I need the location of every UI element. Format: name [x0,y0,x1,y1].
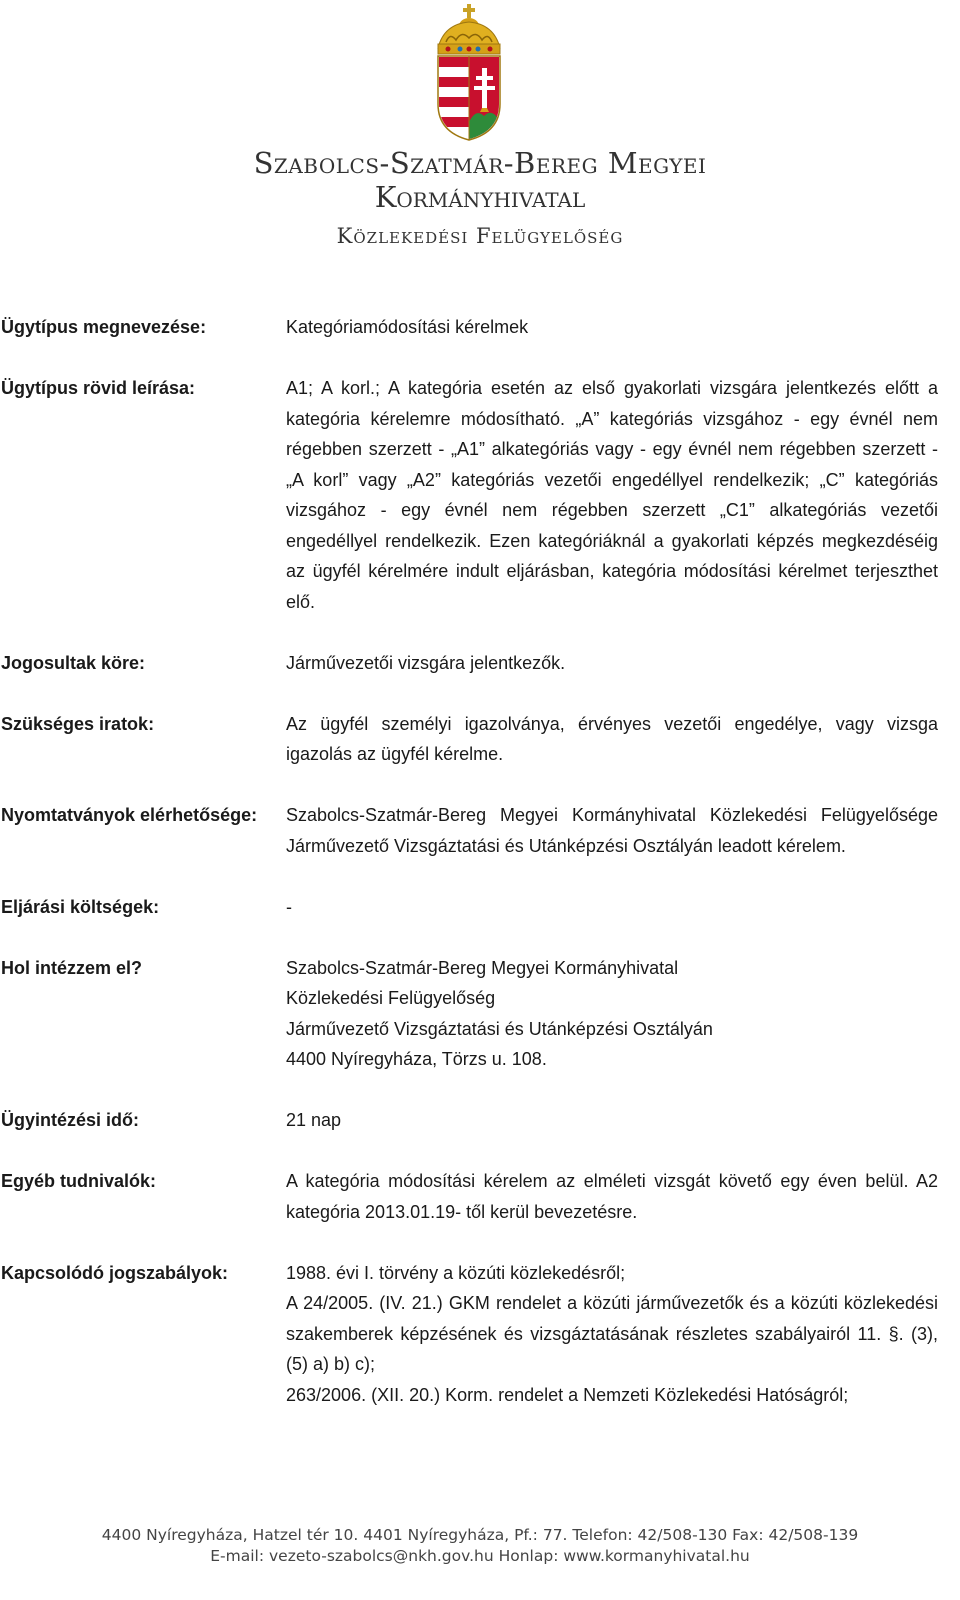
field-value: Járművezetői vizsgára jelentkezők. [286,652,566,673]
org-department: Közlekedési Felügyelőség [336,224,624,248]
field-label: Eljárási költségek: [1,896,160,917]
row-ugytipus-rovid-leirasa [0,373,960,617]
row-nyomtatvanyok-elerhetosege [0,800,960,861]
field-label: Egyéb tudnivalók: [1,1171,157,1191]
field-label: Nyomtatványok elérhetősége: [1,805,258,825]
row-hol-intezzem-el [0,953,960,1075]
row-szukseges-iratok [0,709,960,770]
field-value [286,1258,938,1411]
field-value: Szabolcs-Szatmár-Bereg Megyei Kormányhivatal Közlekedési Felügyelősége Járművezető Vizsgáztatási és Utánképzési Osztályán leadott kérelem. [286,805,938,856]
address-line: Közlekedési Felügyelőség [286,988,496,1008]
field-value: - [286,896,292,917]
page-footer [0,1525,960,1567]
address-line: Járművezető Vizsgáztatási és Utánképzési Osztályán [286,1018,713,1039]
address-line: Szabolcs-Szatmár-Bereg Megyei Kormányhivatal [286,957,679,978]
case-info-section [0,312,960,1441]
field-value: 21 nap [286,1110,342,1130]
footer-address: 4400 Nyíregyháza, Hatzel tér 10. 4401 Nyíregyháza, Pf.: 77. Telefon: 42/508-130 Fax: 42/508-139 [101,1526,859,1544]
row-ugyintezesi-ido [0,1105,960,1136]
field-value: Kategóriamódosítási kérelmek [286,317,529,337]
regulation-item: 263/2006. (XII. 20.) Korm. rendelet a Nemzeti Közlekedési Hatóságról; [286,1384,849,1405]
address-line: 4400 Nyíregyháza, Törzs u. 108. [286,1049,547,1069]
row-ugytipus-megnevezese [0,312,960,343]
row-egyeb-tudnivalok [0,1166,960,1227]
row-kapcsolodo-jogszabalyok [0,1258,960,1411]
org-name-line1: Szabolcs-Szatmár-Bereg Megyei [253,146,707,180]
field-label: Ügytípus megnevezése: [1,317,207,337]
row-eljarasi-koltsegek [0,892,960,923]
letterhead [0,0,960,260]
regulation-item: 1988. évi I. törvény a közúti közlekedésről; [286,1262,626,1283]
footer-contact: E-mail: vezeto-szabolcs@nkh.gov.hu Honlap: www.kormanyhivatal.hu [210,1547,750,1565]
field-label: Hol intézzem el? [1,957,143,978]
field-label: Ügyintézési idő: [1,1110,140,1130]
field-label: Szükséges iratok: [1,713,155,734]
field-value: Az ügyfél személyi igazolványa, érvényes vezetői engedélye, vagy vizsga igazolás az ügyfél kérelme. [286,713,938,764]
org-name-line2: Kormányhivatal [374,180,586,214]
field-label: Ügytípus rövid leírása: [1,378,196,398]
field-value: A kategória módosítási kérelem az elméleti vizsgát követő egy éven belül. A2 kategória 2013.01.19- től kerül bevezetésre. [286,1171,938,1222]
field-value: A1; A korl.; A kategória esetén az első gyakorlati vizsgára jelentkezés előtt a kategória kérelemre módosítható. „A” kategóriás vizsgához - egy évnél nem régebben szerzett - „A1” alkategóriás vagy - egy évnél nem régebben szerzett - „A korl” vagy „A2” kategóriás vezetői engedéllyel rendelkezik; „C” kategóriás vizsgához - egy évnél nem régebben szerzett „C1” alkategóriás vezetői engedéllyel rendelkezik. Ezen kategóriáknál a gyakorlati képzés megkezdéséig az ügyfél kérelmére indult eljárásban, kategória módosítási kérelmet terjeszthet elő. [286,378,938,612]
field-value [286,953,938,1075]
field-label: Kapcsolódó jogszabályok: [1,1262,229,1283]
field-label: Jogosultak köre: [1,652,146,673]
row-jogosultak-kore [0,648,960,679]
hungarian-coat-of-arms-icon [434,4,506,142]
regulation-item: A 24/2005. (IV. 21.) GKM rendelet a közúti járművezetők és a közúti közlekedési szakemberek képzésének és vizsgáztatásának részletes szabályairól 11. §. (3), (5) a) b) c); [286,1293,938,1374]
